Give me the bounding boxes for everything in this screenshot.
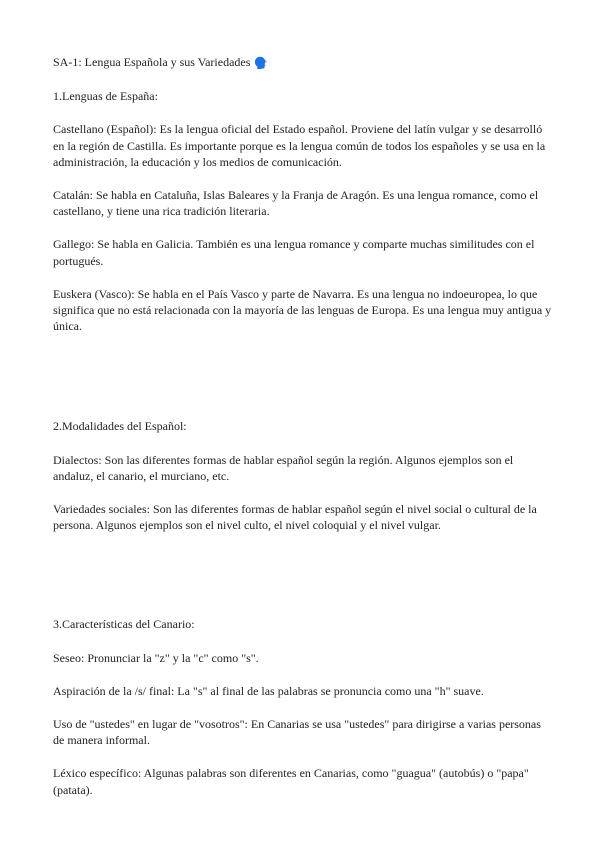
paragraph-variedades-sociales: Variedades sociales: Son las diferentes formas de hablar español según el nivel social o cultural de la persona. Algunos ejemplos son el nivel culto, el nivel coloquial y el nivel vulgar.: [53, 502, 537, 533]
section-heading-canario: 3.Características del Canario:: [53, 617, 195, 632]
paragraph-ustedes: Uso de "ustedes" en lugar de "vosotros": En Canarias se usa "ustedes" para dirigirse a varias personas de manera informal.: [53, 717, 541, 748]
speaking-head-icon: [254, 56, 267, 69]
document-body: [53, 54, 553, 798]
paragraph-aspiracion: Aspiración de la /s/ final: La "s" al final de las palabras se pronuncia como una "h" suave.: [53, 683, 484, 698]
document-title-text: SA-1: Lengua Española y sus Variedades: [53, 55, 251, 69]
paragraph-catalan: Catalán: Se habla en Cataluña, Islas Baleares y la Franja de Aragón. Es una lengua romance, como el castellano, y tiene una rica tradición literaria.: [53, 188, 539, 219]
paragraph-euskera: Euskera (Vasco): Se habla en el País Vasco y parte de Navarra. Es una lengua no indoeuropea, lo que significa que no está relacionada con la mayoría de las lenguas de Europa. Es una lengua muy antigua y única.: [53, 286, 552, 334]
paragraph-castellano: Castellano (Español): Es la lengua oficial del Estado español. Proviene del latín vulgar y se desarrolló en la región de Castilla. Es importante porque es la lengua común de todos los españoles y se usa en la administración, la educación y los medios de comunicación.: [53, 122, 546, 169]
paragraph-lexico: Léxico específico: Algunas palabras son diferentes en Canarias, como "guagua" (autobús) o "papa" (patata).: [53, 766, 529, 797]
paragraph-dialectos: Dialectos: Son las diferentes formas de hablar español según la región. Algunos ejemplos son el andaluz, el canario, el murciano, etc.: [53, 452, 514, 483]
paragraph-seseo: Seseo: Pronunciar la "z" y la "c" como "s".: [53, 650, 259, 665]
paragraph-gallego: Gallego: Se habla en Galicia. También es una lengua romance y comparte muchas similitudes con el portugués.: [53, 237, 535, 268]
section-heading-lenguas: 1.Lenguas de España:: [53, 89, 158, 104]
section-heading-modalidades: 2.Modalidades del Español:: [53, 419, 187, 434]
document-title: [53, 54, 553, 70]
